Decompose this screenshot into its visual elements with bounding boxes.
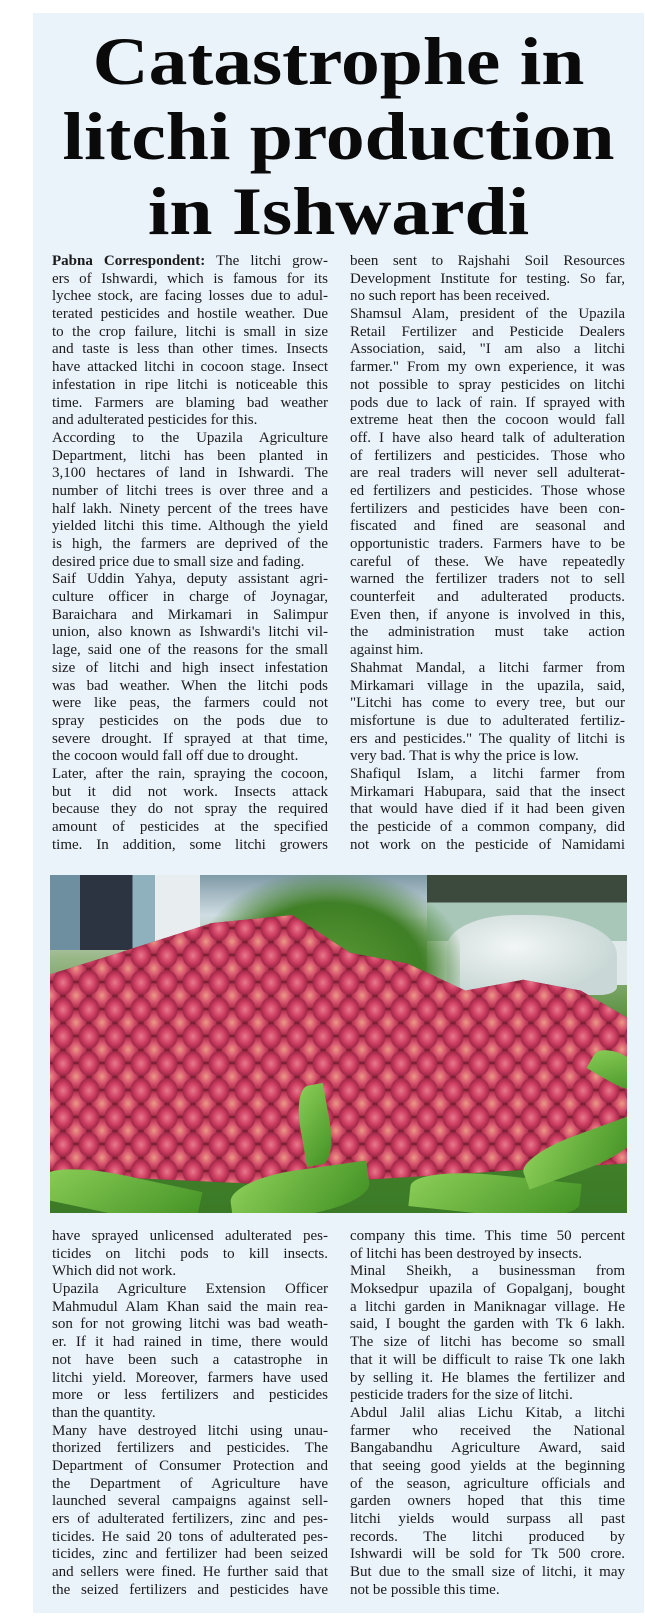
text-line: Abdul Jalil alias Lichu Kitab, a litchi: [350, 1404, 625, 1421]
text-line: pods due to lack of rain. If sprayed with: [350, 394, 625, 411]
article-column-top-left: [52, 253, 328, 854]
text-line: not work on the pesticide of Namidami: [350, 836, 625, 853]
text-line: yielded litchi this time. Although the yield: [52, 518, 328, 535]
headline-line: in Ishwardi: [147, 173, 530, 249]
text-line: not have been such a catastrophe in: [52, 1351, 328, 1368]
text-line: of the season, agriculture officials and: [350, 1475, 625, 1492]
text-line: ticides on litchi pods to kill insects.: [52, 1245, 328, 1262]
text-line: Later, after the rain, spraying the cocoon,: [52, 765, 328, 782]
text-line: no such report has been received.: [350, 288, 550, 305]
text-line: But due to the small size of litchi, it may: [350, 1564, 625, 1581]
text-line: Pabna Correspondent: The litchi grow-: [52, 253, 328, 269]
text-line: half lakh. Ninety percent of the trees have: [52, 500, 328, 517]
text-line: Mahmudul Alam Khan said the main rea-: [52, 1298, 328, 1315]
text-line: severe drought. If sprayed at that time,: [52, 730, 328, 747]
text-line: the administration must take action: [350, 624, 625, 641]
text-line: and adulterated pesticides for this.: [52, 412, 258, 429]
text-line: the pesticide of a common company, did: [350, 819, 625, 835]
paragraph: [52, 253, 328, 430]
text-line: very bad. That is why the price is low.: [350, 748, 579, 765]
text-line: Minal Sheikh, a businessman from: [350, 1263, 625, 1280]
text-line: fertilizers and pesticides have been con-: [350, 500, 625, 517]
text-line: 3,100 hectares of land in Ishwardi. The: [52, 465, 328, 482]
text-line: Baraichara and Mirkamari in Salimpur: [52, 606, 328, 623]
text-line: was bad weather. When the litchi pods: [52, 677, 328, 694]
text-line: garden owners hoped that this time: [350, 1493, 625, 1510]
text-line: by selling it. He blames the fertilizer and: [350, 1369, 625, 1386]
text-line: that seeing good yields at the beginning: [350, 1457, 625, 1474]
text-line: ers of Ishwardi, which is famous for its: [52, 270, 328, 287]
text-line: Which did not work.: [52, 1263, 177, 1280]
text-line: Even then, if anyone is involved in this,: [350, 606, 625, 623]
text-line: Mirkamari Habupara, said that the insect: [350, 783, 625, 800]
text-line: Department, litchi has been planted in: [52, 447, 328, 464]
text-line: culture officer in charge of Joynagar,: [52, 589, 328, 606]
text-line: to the crop failure, litchi is small in size: [52, 323, 328, 340]
text-line: and taste is less than other times. Insects: [52, 341, 328, 358]
text-line: Shafiqul Islam, a litchi farmer from: [350, 765, 625, 782]
text-line: infestation in ripe litchi is noticeable this: [52, 376, 328, 393]
text-line: terated pesticides and hostile weather. Due: [52, 306, 328, 323]
paragraph: [350, 1228, 625, 1263]
text-line: Saif Uddin Yahya, deputy assistant agri-: [52, 571, 328, 588]
text-line: more or less fertilizers and pesticides: [52, 1387, 328, 1404]
text-line: ers of adulterated fertilizers, zinc and pes-: [52, 1511, 328, 1527]
text-line: but it did not work. Insects attack: [52, 783, 328, 800]
headline: [33, 24, 644, 249]
text-line: Many have destroyed litchi using unau-: [52, 1422, 328, 1439]
text-line: not be possible this time.: [350, 1581, 500, 1598]
text-line: because they do not spray the required: [52, 801, 328, 818]
text-line: number of litchi trees is over three and a: [52, 482, 328, 499]
text-line: Moksedpur upazila of Gopalganj, bought: [350, 1281, 625, 1298]
text-line: opportunistic traders. Farmers have to be: [350, 536, 625, 552]
article-column-top-right: [350, 253, 625, 854]
text-line: Bangabandhu Agriculture Award, said: [350, 1440, 625, 1457]
paragraph: [350, 660, 625, 766]
text-line: against him.: [350, 642, 424, 659]
text-line: Retail Fertilizer and Pesticide Dealers: [350, 323, 625, 340]
paragraph: [350, 1405, 625, 1600]
text-line: were like peas, the farmers could not: [52, 695, 328, 712]
text-line: pesticide traders for the size of litchi.: [350, 1387, 573, 1404]
text-line: launched several campaigns against sell-: [52, 1493, 328, 1510]
text-line: Shamsul Alam, president of the Upazila: [350, 306, 625, 323]
article-column-bottom-right: [350, 1228, 625, 1599]
text-line: Shahmat Mandal, a litchi farmer from: [350, 659, 625, 676]
text-line: misfortune is due to adulterated fertiliz-: [350, 712, 625, 729]
paragraph: [52, 1423, 328, 1600]
text-line: not possible to spray pesticides on litchi: [350, 376, 625, 393]
text-line: The size of litchi has become so small: [350, 1334, 625, 1351]
byline: Pabna Correspondent:: [52, 253, 206, 269]
text-line: counterfeit and adulterated products.: [350, 589, 625, 606]
text-line: been sent to Rajshahi Soil Resources: [350, 253, 625, 269]
paragraph: [350, 253, 625, 306]
text-line: er. If it had rained in time, there would: [52, 1334, 328, 1351]
text-line: the seized fertilizers and pesticides have: [52, 1581, 328, 1598]
text-line: and sellers were fined. He further said that: [52, 1564, 328, 1581]
text-line: have sprayed unlicensed adulterated pes-: [52, 1228, 328, 1244]
text-line: records. The litchi produced by: [350, 1528, 625, 1545]
text-line: than the quantity.: [52, 1404, 156, 1421]
text-line: According to the Upazila Agriculture: [52, 429, 328, 446]
text-line: Ishwardi will be sold for Tk 500 crore.: [350, 1546, 625, 1563]
text-line: a litchi garden in Maniknagar village. He: [350, 1298, 625, 1315]
text-line: are real traders will never sell adulterat-: [350, 465, 625, 482]
text-line: thorized fertilizers and pesticides. The: [52, 1440, 328, 1457]
text-line: ed fertilizers and pesticides. Those whose: [350, 482, 625, 499]
paragraph: [52, 1281, 328, 1423]
text-line: lage, said one of the reasons for the small: [52, 642, 328, 659]
text-line: extreme heat then the cocoon would fall: [350, 412, 625, 429]
text-line: the Department of Agriculture have: [52, 1475, 328, 1492]
text-line: Upazila Agriculture Extension Officer: [52, 1281, 328, 1298]
text-line: ticides. He said 20 tons of adulterated pes-: [52, 1528, 328, 1545]
text-line: the cocoon would fall off due to drought.: [52, 748, 299, 765]
article-column-bottom-left: [52, 1228, 328, 1599]
paragraph: [52, 571, 328, 766]
text-line: Association, said, "I am also a litchi: [350, 341, 625, 358]
text-line: of fertilizers and pesticides. Those who: [350, 447, 625, 464]
paragraph: [52, 430, 328, 572]
text-line: amount of pesticides at the specified: [52, 819, 328, 835]
text-line: "Litchi has come to every tree, but our: [350, 695, 625, 712]
text-line: fiscated and fined are seasonal and: [350, 518, 625, 535]
text-line: careful of these. We have repeatedly: [350, 553, 625, 570]
text-line: Development Institute for testing. So far,: [350, 270, 625, 287]
text-line: desired price due to small size and fading.: [52, 553, 305, 570]
text-line: Department of Consumer Protection and: [52, 1457, 328, 1474]
text-line: of litchi has been destroyed by insects.: [350, 1245, 583, 1262]
text-line: spray pesticides on the pods due to: [52, 712, 328, 729]
paragraph: [350, 306, 625, 660]
text-line: son for not growing litchi was bad weath-: [52, 1316, 328, 1333]
text-line: ers and pesticides." The quality of litchi is: [350, 730, 625, 747]
paragraph: [52, 766, 328, 854]
text-line: is high, the farmers are deprived of the: [52, 536, 328, 552]
text-line: lychee stock, are facing losses due to adul-: [52, 288, 328, 305]
text-line: farmer who received the National: [350, 1422, 625, 1439]
headline-line: litchi production: [62, 98, 615, 174]
text-line: litchi yields would surpass all past: [350, 1511, 625, 1527]
text-line: Mirkamari village in the upazila, said,: [350, 677, 625, 694]
text-line: size of litchi and high insect infestation: [52, 659, 328, 676]
headline-line: Catastrophe in: [92, 23, 585, 99]
text-line: that it will be difficult to raise Tk one lakh: [350, 1351, 625, 1368]
paragraph: [350, 766, 625, 854]
text-line: have attacked litchi in cocoon stage. Insect: [52, 359, 328, 376]
paragraph: [350, 1263, 625, 1405]
text-line: warned the fertilizer traders not to sell: [350, 571, 625, 588]
paragraph: [52, 1228, 328, 1281]
text-line: time. In addition, some litchi growers: [52, 836, 328, 853]
litchi-photo: [50, 875, 627, 1213]
text-line: farmer." From my own experience, it was: [350, 359, 625, 376]
text-line: said, I bought the garden with Tk 6 lakh.: [350, 1316, 625, 1333]
text-line: time. Farmers are blaming bad weather: [52, 394, 328, 411]
text-line: litchi yield. Moreover, farmers have used: [52, 1369, 328, 1386]
text-line: union, also known as Ishwardi's litchi vil-: [52, 624, 328, 641]
text-line: company this time. This time 50 percent: [350, 1228, 625, 1244]
text-line: off. I have also heard talk of adulteration: [350, 429, 625, 446]
text-line: ticides, zinc and fertilizer had been seized: [52, 1546, 328, 1563]
text-line: that would have died if it had been given: [350, 801, 625, 818]
